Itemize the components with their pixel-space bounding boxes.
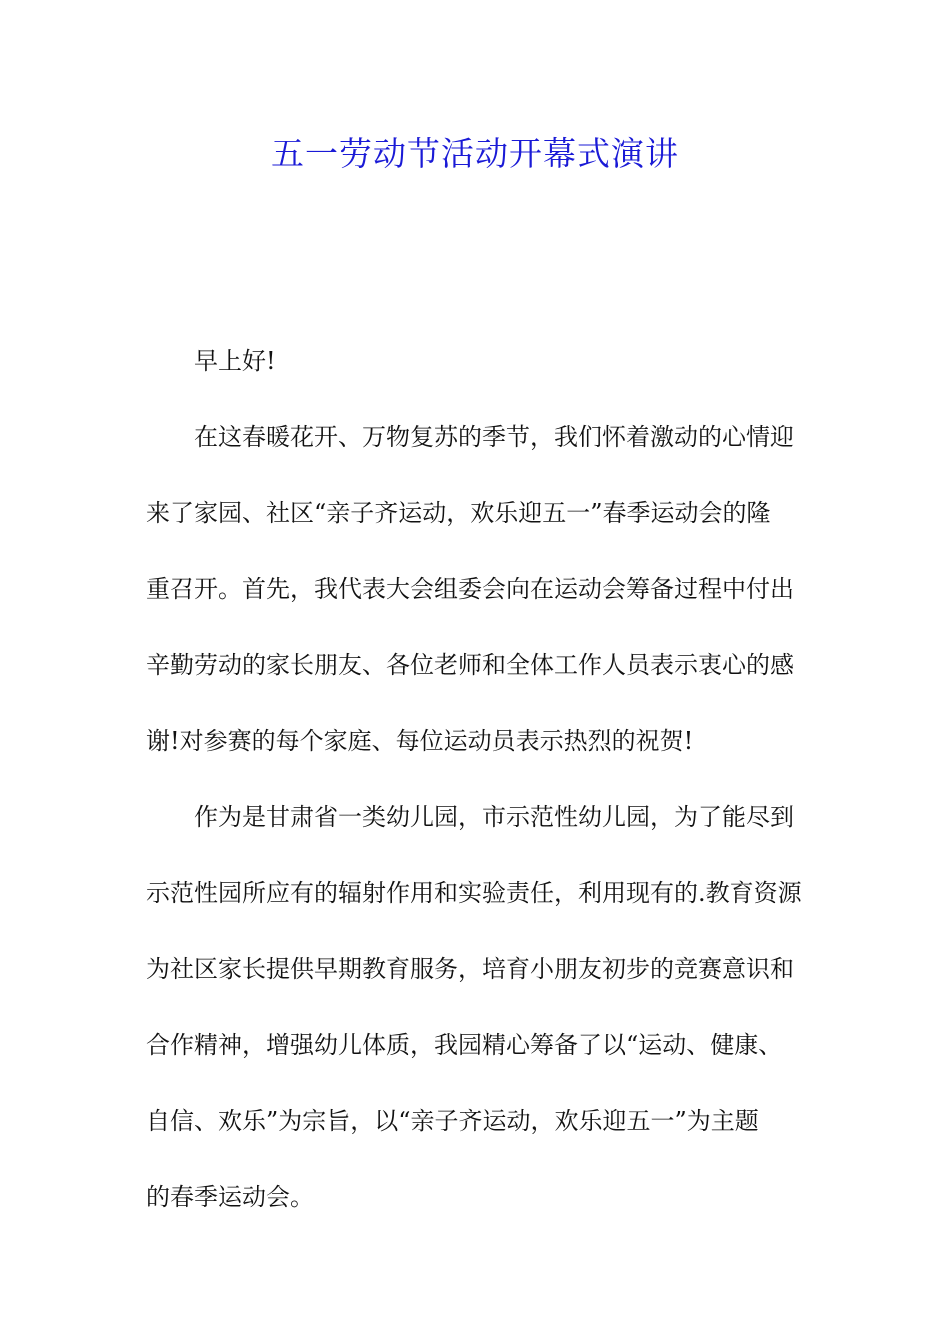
paragraph-line: 示范性园所应有的辐射作用和实验责任，利用现有的.教育资源 <box>146 879 802 907</box>
document-body <box>146 336 806 1248</box>
paragraph-line: 作为是甘肃省一类幼儿园，市示范性幼儿园，为了能尽到 <box>194 803 794 831</box>
document-title: 五一劳动节活动开幕式演讲 <box>271 134 679 173</box>
paragraph-line: 为社区家长提供早期教育服务，培育小朋友初步的竞赛意识和 <box>146 955 794 983</box>
paragraph-line: 谢!对参赛的每个家庭、每位运动员表示热烈的祝贺! <box>146 727 694 755</box>
paragraph-line: 早上好! <box>194 347 276 375</box>
paragraph-line: 合作精神，增强幼儿体质，我园精心筹备了以“运动、健康、 <box>146 1031 783 1059</box>
paragraph-line: 来了家园、社区“亲子齐运动，欢乐迎五一”春季运动会的隆 <box>146 499 771 527</box>
paragraph-line: 在这春暖花开、万物复苏的季节，我们怀着激动的心情迎 <box>194 423 794 451</box>
paragraph-greeting <box>146 336 806 412</box>
paragraph-line: 辛勤劳动的家长朋友、各位老师和全体工作人员表示衷心的感 <box>146 651 794 679</box>
paragraph-line: 的春季运动会。 <box>146 1183 314 1211</box>
paragraph-purpose <box>146 792 806 1248</box>
paragraph-opening <box>146 412 806 792</box>
paragraph-line: 重召开。首先，我代表大会组委会向在运动会筹备过程中付出 <box>146 575 794 603</box>
paragraph-line: 自信、欢乐”为宗旨，以“亲子齐运动，欢乐迎五一”为主题 <box>146 1107 759 1135</box>
